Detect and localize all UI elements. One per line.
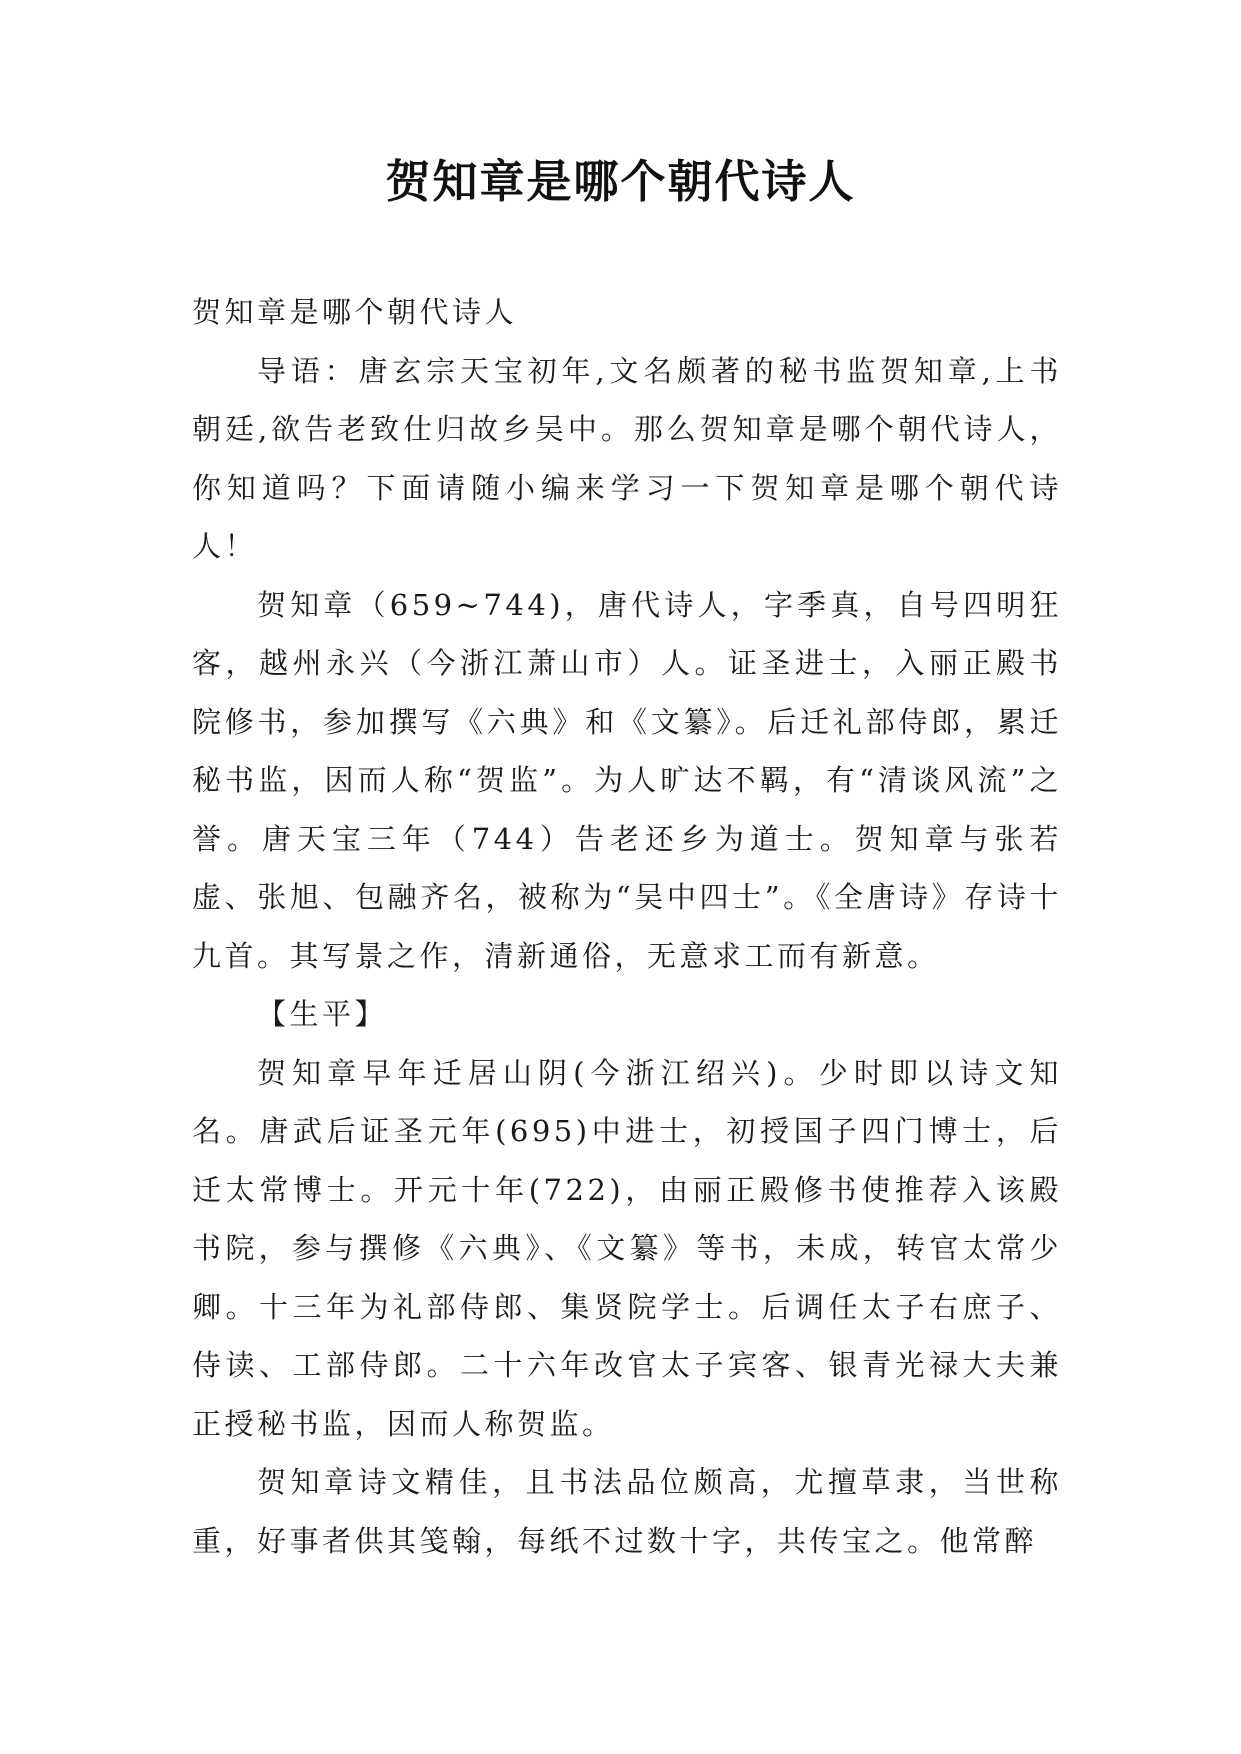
document-title: 贺知章是哪个朝代诗人 (385, 155, 856, 208)
section-heading-life: 【生平】 (257, 997, 388, 1031)
paragraph-biography: 贺知章（659~744)，唐代诗人，字季真，自号四明狂客，越州永兴（今浙江萧山市）人。证圣进士，入丽正殿书院修书，参加撰写《六典》和《文纂》。后迁礼部侍郎，累迁秘书监，因而人称“贺监”。为人旷达不羁，有“清谈风流”之誉。唐天宝三年（744）告老还乡为道士。贺知章与张若虚、张旭、包融齐名，被称为“吴中四士”。《全唐诗》存诗十九首。其写景之作，清新通俗，无意求工而有新意。 (192, 587, 1062, 973)
paragraph-calligraphy: 贺知章诗文精佳，且书法品位颇高，尤擅草隶，当世称重，好事者供其笺翰，每纸不过数十字，共传宝之。他常醉 (192, 1465, 1062, 1558)
paragraph-subtitle: 贺知章是哪个朝代诗人 (192, 295, 518, 329)
paragraph-intro: 导语：唐玄宗天宝初年,文名颇著的秘书监贺知章,上书朝廷,欲告老致仕归故乡吴中。那么贺知章是哪个朝代诗人，你知道吗？下面请随小编来学习一下贺知章是哪个朝代诗人！ (192, 353, 1062, 563)
paragraph-life: 贺知章早年迁居山阴(今浙江绍兴)。少时即以诗文知名。唐武后证圣元年(695)中进士，初授国子四门博士，后迁太常博士。开元十年(722)，由丽正殿修书使推荐入该殿书院，参与撰修《六典》、《文纂》等书，未成，转官太常少卿。十三年为礼部侍郎、集贤院学士。后调任太子右庶子、侍读、工部侍郎。二十六年改官太子宾客、银青光禄大夫兼正授秘书监，因而人称贺监。 (192, 1055, 1062, 1441)
document-body (192, 283, 1062, 1570)
